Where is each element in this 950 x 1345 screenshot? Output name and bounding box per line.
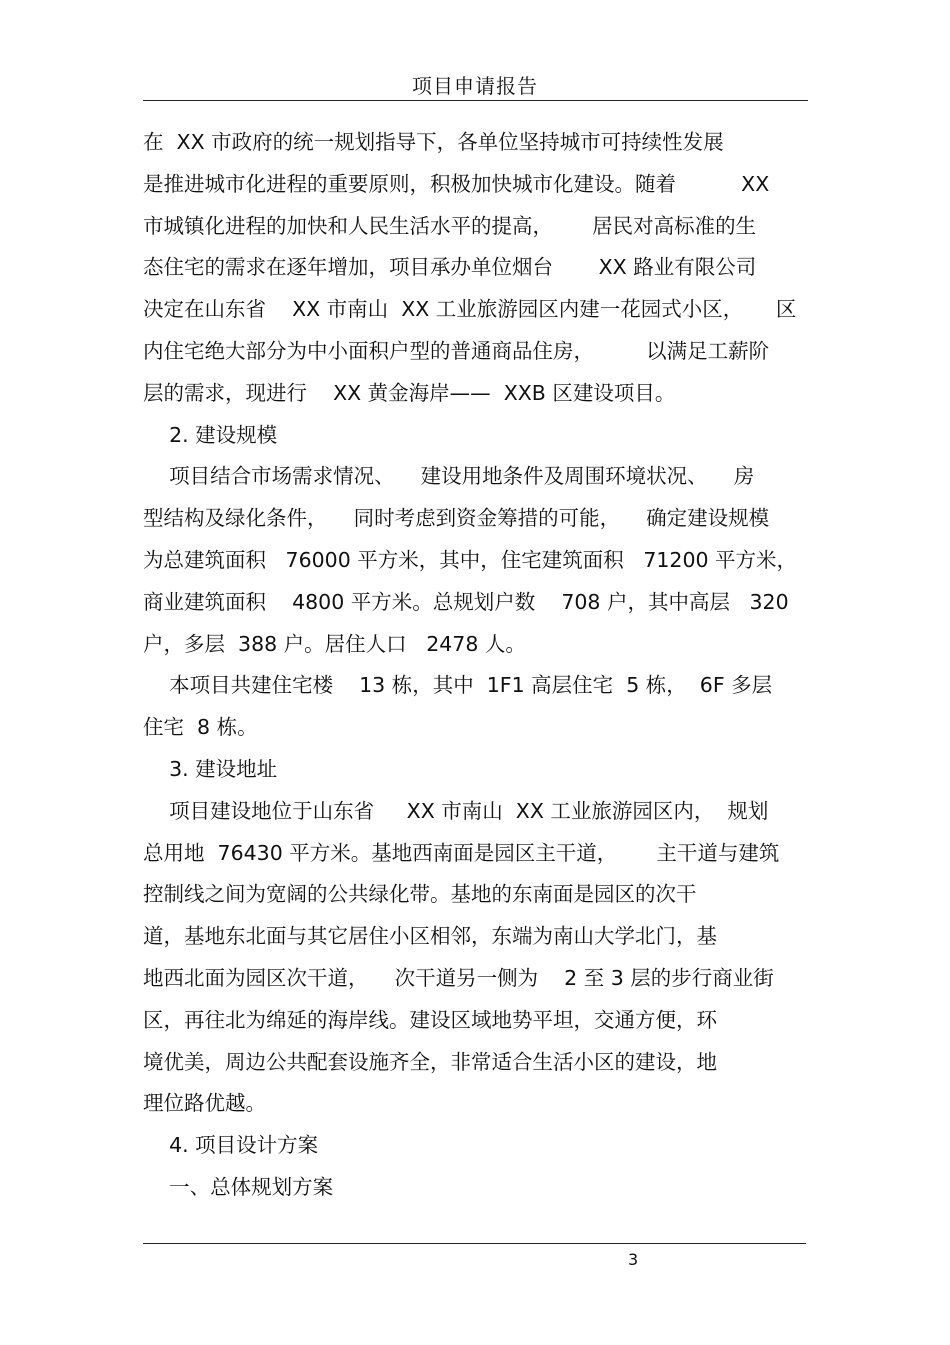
text-line: 决定在山东省 XX 市南山 XX 工业旅游园区内建一花园式小区， 区 [143, 297, 797, 322]
text-line: 市城镇化进程的加快和人民生活水平的提高， 居民对高标准的生 [143, 213, 757, 238]
text-line: 区，再往北为绵延的海岸线。建设区域地势平坦，交通方便，环 [143, 1007, 717, 1032]
header-divider [143, 100, 808, 101]
text-line: 境优美，周边公共配套设施齐全，非常适合生活小区的建设，地 [143, 1049, 717, 1074]
text-line: 道，基地东北面与其它居住小区相邻，东端为南山大学北门，基 [143, 924, 717, 949]
text-line: 型结构及绿化条件， 同时考虑到资金筹措的可能， 确定建设规模 [143, 506, 770, 531]
section-heading: 一、总体规划方案 [143, 1174, 334, 1199]
text-line: 商业建筑面积 4800 平方米。总规划户数 708 户，其中高层 320 [143, 589, 789, 614]
text-line: 住宅 8 栋。 [143, 715, 258, 740]
text-line: 地西北面为园区次干道， 次干道另一侧为 2 至 3 层的步行商业街 [143, 965, 774, 990]
text-line: 在 XX 市政府的统一规划指导下，各单位坚持城市可持续性发展 [143, 130, 724, 154]
text-line: 为总建筑面积 76000 平方米，其中，住宅建筑面积 71200 平方米， [143, 547, 798, 572]
footer-divider [143, 1243, 806, 1244]
text-line: 户，多层 388 户。居住人口 2478 人。 [143, 631, 526, 656]
document-body [143, 122, 823, 1209]
text-line: 本项目共建住宅楼 13 栋，其中 1F1 高层住宅 5 栋， 6F 多层 [143, 673, 773, 698]
section-heading: 3. 建设地址 [143, 756, 278, 781]
text-line: 态住宅的需求在逐年增加，项目承办单位烟台 XX 路业有限公司 [143, 255, 757, 280]
text-line: 是推进城市化进程的重要原则，积极加快城市化建设。随着 XX [143, 171, 770, 196]
section-heading: 2. 建设规模 [143, 422, 278, 447]
page-header-title: 项目申请报告 [412, 74, 538, 98]
text-line: 层的需求，现进行 XX 黄金海岸—— XXB 区建设项目。 [143, 380, 676, 405]
text-line: 项目建设地位于山东省 XX 市南山 XX 工业旅游园区内， 规划 [143, 798, 769, 823]
text-line: 理位路优越。 [143, 1091, 266, 1116]
text-line: 内住宅绝大部分为中小面积户型的普通商品住房， 以满足工薪阶 [143, 338, 770, 363]
text-line: 总用地 76430 平方米。基地西南面是园区主干道， 主干道与建筑 [143, 840, 780, 865]
text-line: 项目结合市场需求情况、 建设用地条件及周围环境状况、 房 [143, 464, 755, 489]
section-heading: 4. 项目设计方案 [143, 1133, 319, 1158]
text-line: 控制线之间为宽阔的公共绿化带。基地的东南面是园区的次干 [143, 882, 697, 907]
page-number: 3 [628, 1250, 639, 1269]
